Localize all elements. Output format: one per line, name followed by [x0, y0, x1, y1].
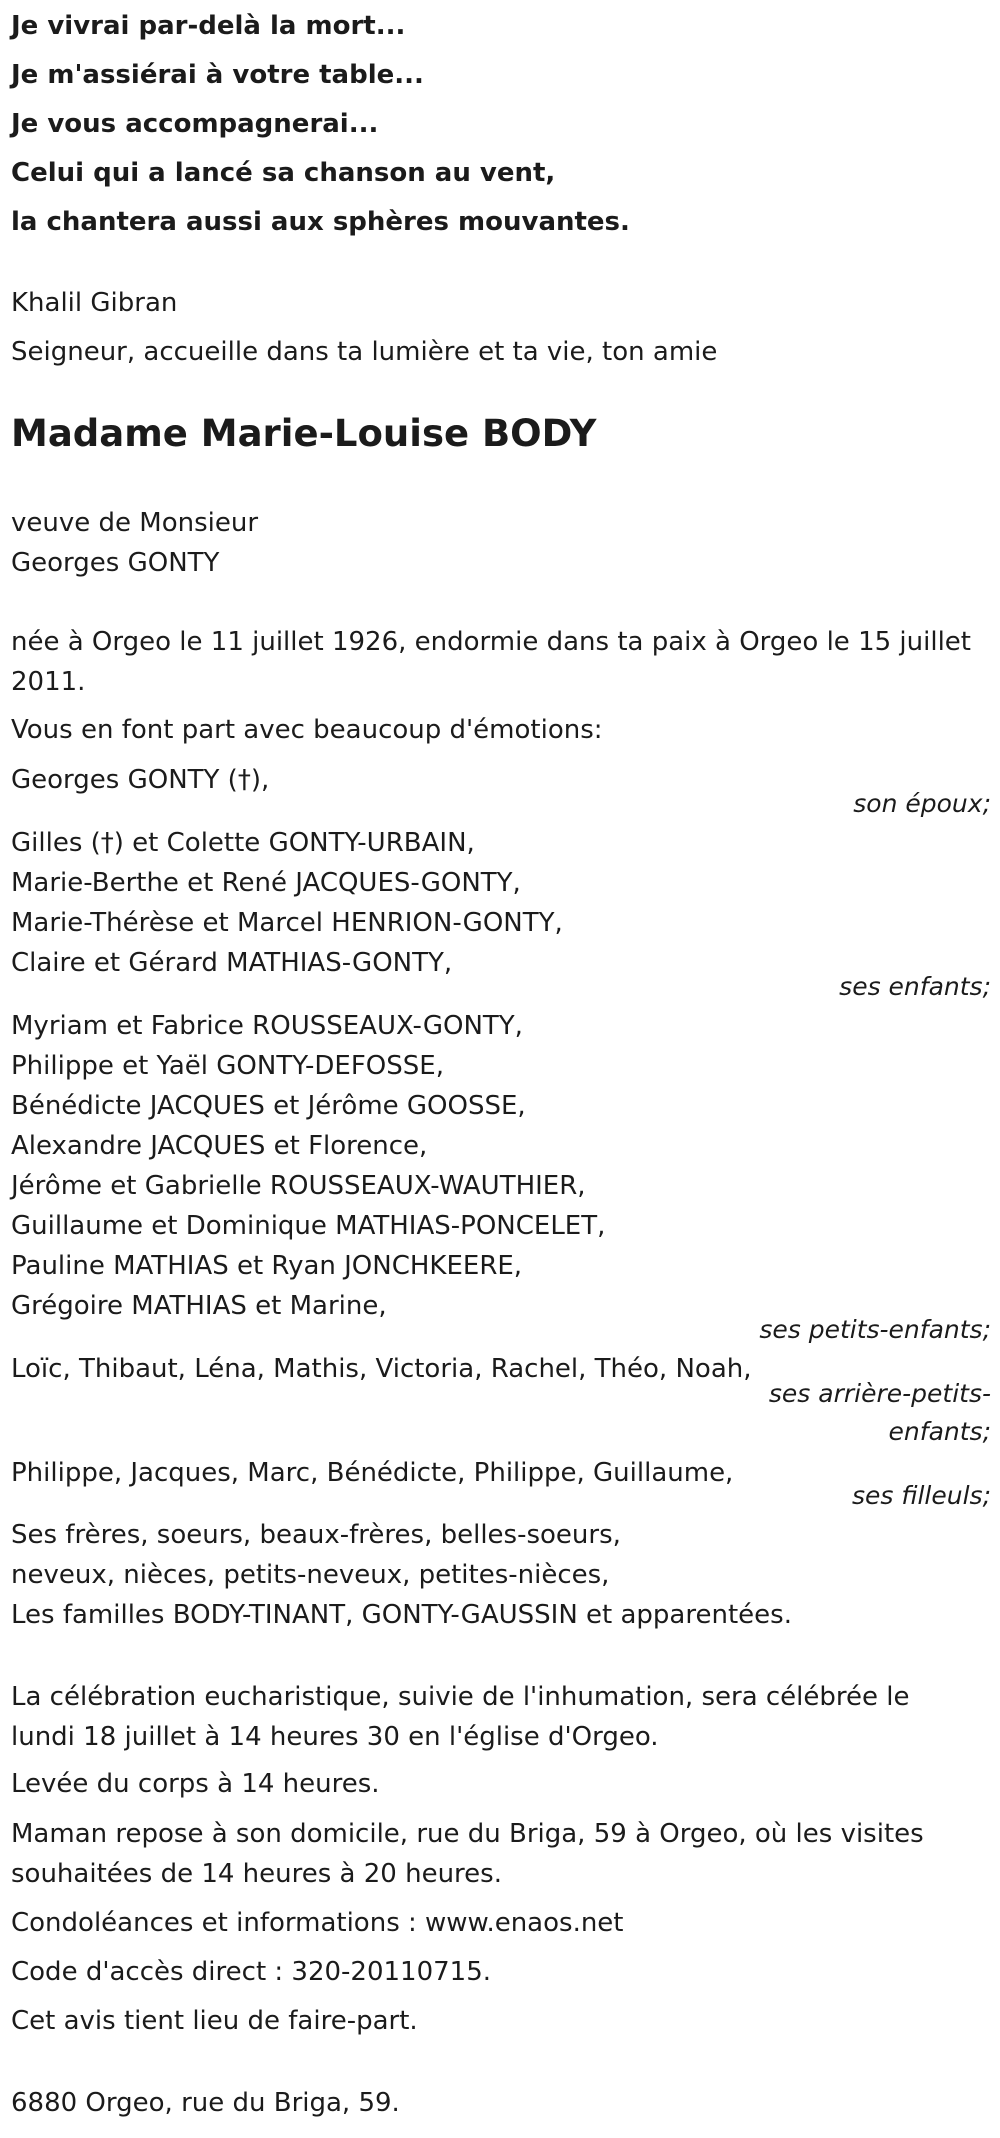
- family-line: Pauline MATHIAS et Ryan JONCHKEERE,: [11, 1251, 523, 1281]
- family-line: Marie-Berthe et René JACQUES-GONTY,: [11, 868, 521, 898]
- visits-line: souhaitées de 14 heures à 20 heures.: [11, 1859, 502, 1889]
- role-great-grandchildren-cont: enfants;: [888, 1417, 991, 1446]
- poem-attribution: [11, 279, 991, 377]
- poem-line: la chantera aussi aux sphères mouvantes.: [11, 207, 630, 237]
- family-line: Gilles (†) et Colette GONTY-URBAIN,: [11, 828, 475, 858]
- poem: [11, 2, 991, 247]
- widow-line: Georges GONTY: [11, 548, 220, 578]
- role-great-grandchildren: ses arrière-petits-: [768, 1379, 991, 1408]
- role-godchildren: ses filleuls;: [851, 1481, 991, 1510]
- family-godchildren: [11, 1453, 991, 1493]
- visits-info: [11, 1814, 991, 1894]
- notice-text: Cet avis tient lieu de faire-part.: [11, 2006, 418, 2036]
- poem-author: Khalil Gibran: [11, 288, 178, 318]
- family-line: Bénédicte JACQUES et Jérôme GOOSSE,: [11, 1091, 526, 1121]
- family-line: Ses frères, soeurs, beaux-frères, belles-soeurs,: [11, 1520, 621, 1550]
- family-grandchildren: [11, 1006, 991, 1326]
- family-line: neveux, nièces, petits-neveux, petites-nièces,: [11, 1560, 610, 1590]
- role-children: ses enfants;: [839, 972, 991, 1001]
- family-spouse: [11, 756, 991, 805]
- family-line: Jérôme et Gabrielle ROUSSEAUX-WAUTHIER,: [11, 1171, 586, 1201]
- family-line: Georges GONTY (†),: [11, 765, 270, 795]
- family-line: Guillaume et Dominique MATHIAS-PONCELET,: [11, 1211, 606, 1241]
- ceremony-info: [11, 1677, 991, 1757]
- condolences-text: Condoléances et informations : www.enaos.net: [11, 1908, 624, 1938]
- life-dates: [11, 622, 991, 702]
- family-line: Philippe et Yaël GONTY-DEFOSSE,: [11, 1051, 444, 1081]
- announcement: Vous en font part avec beaucoup d'émotions:: [11, 715, 603, 745]
- poem-line: Je m'assiérai à votre table...: [11, 60, 424, 90]
- family-line: Myriam et Fabrice ROUSSEAUX-GONTY,: [11, 1011, 523, 1041]
- deceased-name: Madame Marie-Louise BODY: [11, 412, 597, 455]
- poem-line: Je vous accompagnerai...: [11, 109, 379, 139]
- family-line: Grégoire MATHIAS et Marine,: [11, 1291, 387, 1321]
- life-dates-line: née à Orgeo le 11 juillet 1926, endormie dans ta paix à Orgeo le 15 juillet: [11, 627, 971, 657]
- family-line: Claire et Gérard MATHIAS-GONTY,: [11, 948, 453, 978]
- family-children: [11, 823, 991, 983]
- family-line: Philippe, Jacques, Marc, Bénédicte, Philippe, Guillaume,: [11, 1458, 734, 1488]
- poem-line: Je vivrai par-delà la mort...: [11, 11, 406, 41]
- levee-info: Levée du corps à 14 heures.: [11, 1769, 380, 1799]
- role-grandchildren: ses petits-enfants;: [759, 1315, 991, 1344]
- widow-of: [11, 503, 991, 583]
- closing-info: [11, 1899, 991, 2046]
- life-dates-line: 2011.: [11, 667, 86, 697]
- family-line: Les familles BODY-TINANT, GONTY-GAUSSIN et apparentées.: [11, 1600, 792, 1630]
- address: 6880 Orgeo, rue du Briga, 59.: [11, 2088, 400, 2118]
- family-others: [11, 1515, 991, 1635]
- poem-line: Celui qui a lancé sa chanson au vent,: [11, 158, 556, 188]
- family-line: Alexandre JACQUES et Florence,: [11, 1131, 428, 1161]
- widow-line: veuve de Monsieur: [11, 508, 259, 538]
- prayer-text: Seigneur, accueille dans ta lumière et ta vie, ton amie: [11, 337, 718, 367]
- ceremony-line: La célébration eucharistique, suivie de l'inhumation, sera célébrée le: [11, 1682, 910, 1712]
- access-code-text: Code d'accès direct : 320-20110715.: [11, 1957, 492, 1987]
- visits-line: Maman repose à son domicile, rue du Briga, 59 à Orgeo, où les visites: [11, 1819, 924, 1849]
- ceremony-line: lundi 18 juillet à 14 heures 30 en l'église d'Orgeo.: [11, 1722, 659, 1752]
- family-line: Loïc, Thibaut, Léna, Mathis, Victoria, Rachel, Théo, Noah,: [11, 1354, 752, 1384]
- role-spouse: son époux;: [853, 789, 991, 818]
- family-line: Marie-Thérèse et Marcel HENRION-GONTY,: [11, 908, 563, 938]
